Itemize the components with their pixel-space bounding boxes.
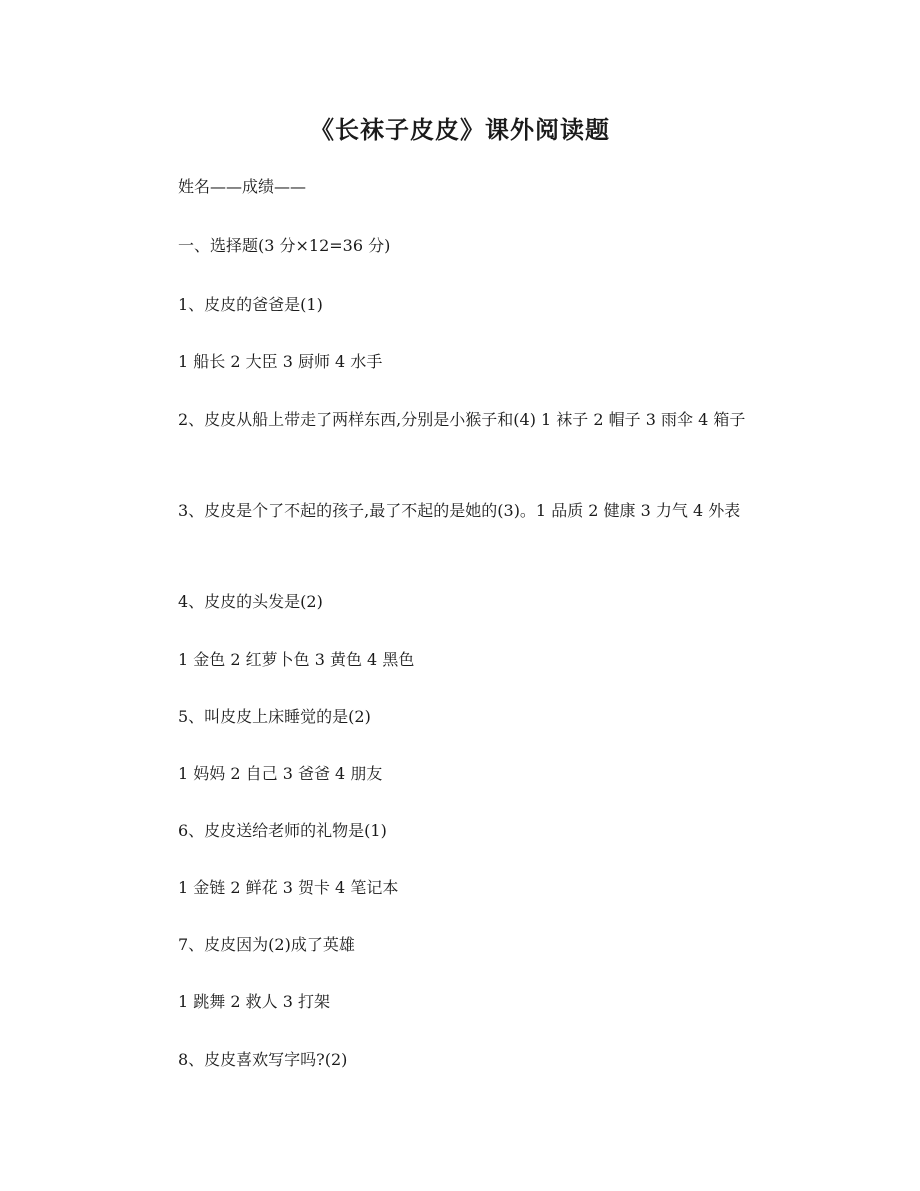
question-6: 6、皮皮送给老师的礼物是(1) <box>178 821 387 840</box>
document-title: 《长袜子皮皮》课外阅读题 <box>310 116 610 144</box>
question-8: 8、皮皮喜欢写字吗?(2) <box>178 1050 348 1069</box>
section-heading: 一、选择题(3 分×12=36 分) <box>178 236 391 255</box>
question-2: 2、皮皮从船上带走了两样东西,分别是小猴子和(4) 1 袜子 2 帽子 3 雨伞 4 箱子 <box>178 410 746 429</box>
options-4: 1 金色 2 红萝卜色 3 黄色 4 黑色 <box>178 650 415 669</box>
question-3: 3、皮皮是个了不起的孩子,最了不起的是她的(3)。1 品质 2 健康 3 力气 4 外表 <box>178 501 741 520</box>
name-score-line: 姓名——成绩—— <box>178 177 307 196</box>
options-1: 1 船长 2 大臣 3 厨师 4 水手 <box>178 352 383 371</box>
options-6: 1 金链 2 鲜花 3 贺卡 4 笔记本 <box>178 878 399 897</box>
question-1: 1、皮皮的爸爸是(1) <box>178 295 323 314</box>
options-7: 1 跳舞 2 救人 3 打架 <box>178 992 330 1011</box>
options-5: 1 妈妈 2 自己 3 爸爸 4 朋友 <box>178 764 383 783</box>
question-4: 4、皮皮的头发是(2) <box>178 592 323 611</box>
question-5: 5、叫皮皮上床睡觉的是(2) <box>178 707 371 726</box>
question-7: 7、皮皮因为(2)成了英雄 <box>178 935 355 954</box>
